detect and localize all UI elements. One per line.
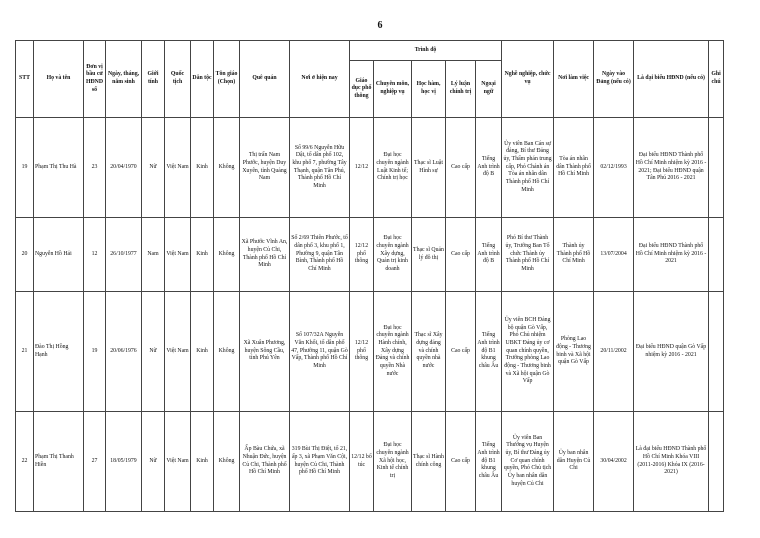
cell-residence: Số 2/69 Thiên Phước, tổ dân phố 3, khu phố 1, Phường 9, quận Tân Bình, Thành phố Hồ Chí Minh: [290, 218, 350, 292]
cell-note: [709, 292, 724, 412]
cell-note: [709, 412, 724, 512]
cell-party-date: 13/07/2004: [594, 218, 634, 292]
cell-delegate: Là đại biểu HĐND Thành phố Hồ Chí Minh Khóa VIII (2011-2016) Khóa IX (2016-2021): [634, 412, 709, 512]
cell-note: [709, 218, 724, 292]
header-language: Ngoại ngữ: [476, 61, 502, 118]
cell-name: Phạm Thị Thu Hà: [34, 118, 84, 218]
cell-dob: 26/10/1977: [106, 218, 142, 292]
cell-stt: 19: [16, 118, 34, 218]
cell-specialty: Đại học chuyên ngành Xã hội học, Kinh tế chính trị: [374, 412, 412, 512]
cell-occupation: Ủy viên Ban Cán sự đảng, Bí thư Đảng ủy, Thẩm phán trung cấp, Phó Chánh án Tòa án nhân dân Thành phố Hồ Chí Minh: [502, 118, 554, 218]
cell-hometown: Xã Xuân Phương, huyện Sông Cầu, tỉnh Phú Yên: [240, 292, 290, 412]
cell-religion: Không: [214, 412, 240, 512]
table-row: [16, 118, 724, 218]
cell-dob: 20/04/1970: [106, 118, 142, 218]
cell-nationality: Việt Nam: [165, 118, 191, 218]
cell-general-edu: 12/12 bổ túc: [350, 412, 374, 512]
cell-political: Cao cấp: [446, 118, 476, 218]
cell-language: Tiếng Anh trình độ B: [476, 118, 502, 218]
cell-religion: Không: [214, 292, 240, 412]
cell-delegate: Đại biểu HĐND quận Gò Vấp nhiệm kỳ 2016 - 2021: [634, 292, 709, 412]
cell-political: Cao cấp: [446, 218, 476, 292]
header-delegate: Là đại biểu HĐND (nếu có): [634, 41, 709, 118]
cell-political: Cao cấp: [446, 292, 476, 412]
cell-residence: Số 107/32A Nguyễn Văn Khối, tổ dân phố 47, Phường 11, quận Gò Vấp, Thành phố Hồ Chí Minh: [290, 292, 350, 412]
cell-unit: 19: [84, 292, 106, 412]
cell-ethnicity: Kinh: [191, 218, 214, 292]
cell-hometown: Ấp Bàu Chứa, xã Nhuận Đức, huyện Củ Chi, Thành phố Hồ Chí Minh: [240, 412, 290, 512]
cell-name: Nguyễn Hồ Hải: [34, 218, 84, 292]
cell-residence: 319 Bùi Thị Điệt, tổ 21, ấp 3, xã Phạm Văn Cội, huyện Củ Chi, Thành phố Hồ Chí Minh: [290, 412, 350, 512]
cell-gender: Nữ: [142, 412, 165, 512]
table-row: [16, 292, 724, 412]
header-unit: Đơn vị bầu cử HĐND số: [84, 41, 106, 118]
header-political: Lý luận chính trị: [446, 61, 476, 118]
cell-party-date: 02/12/1993: [594, 118, 634, 218]
cell-workplace: Ủy ban nhân dân Huyện Củ Chi: [554, 412, 594, 512]
header-nationality: Quốc tịch: [165, 41, 191, 118]
cell-language: Tiếng Anh trình độ B1 khung châu Âu: [476, 412, 502, 512]
header-occupation: Nghề nghiệp, chức vụ: [502, 41, 554, 118]
cell-stt: 22: [16, 412, 34, 512]
cell-general-edu: 12/12 phổ thông: [350, 292, 374, 412]
cell-gender: Nữ: [142, 292, 165, 412]
cell-gender: Nam: [142, 218, 165, 292]
cell-party-date: 20/11/2002: [594, 292, 634, 412]
cell-nationality: Việt Nam: [165, 412, 191, 512]
header-specialty: Chuyên môn, nghiệp vụ: [374, 61, 412, 118]
cell-delegate: Đại biểu HĐND Thành phố Hồ Chí Minh nhiệm kỳ 2016 - 2021; Đại biểu HĐND quận Tân Phú 2016 - 2021: [634, 118, 709, 218]
table-body: [16, 118, 724, 512]
cell-stt: 21: [16, 292, 34, 412]
cell-specialty: Đại học chuyên ngành Hành chính, Xây dựng Đảng và chính quyền Nhà nước: [374, 292, 412, 412]
cell-gender: Nữ: [142, 118, 165, 218]
table-header: [16, 41, 724, 118]
cell-delegate: Đại biểu HĐND Thành phố Hồ Chí Minh nhiệm kỳ 2016 - 2021: [634, 218, 709, 292]
candidate-table: [15, 40, 724, 512]
cell-ethnicity: Kinh: [191, 292, 214, 412]
header-party-date: Ngày vào Đảng (nếu có): [594, 41, 634, 118]
cell-language: Tiếng Anh trình độ B: [476, 218, 502, 292]
header-residence: Nơi ở hiện nay: [290, 41, 350, 118]
cell-occupation: Ủy viên Ban Thường vụ Huyện ủy, Bí thư Đảng ủy Cơ quan chính quyền, Phó Chủ tịch Ủy ban nhân dân huyện Củ Chi: [502, 412, 554, 512]
cell-nationality: Việt Nam: [165, 218, 191, 292]
cell-workplace: Phòng Lao động - Thương binh và Xã hội quận Gò Vấp: [554, 292, 594, 412]
cell-note: [709, 118, 724, 218]
cell-hometown: Thị trấn Nam Phước, huyện Duy Xuyên, tỉnh Quảng Nam: [240, 118, 290, 218]
cell-nationality: Việt Nam: [165, 292, 191, 412]
cell-degree: Thạc sĩ Quản lý đô thị: [412, 218, 446, 292]
cell-workplace: Tòa án nhân dân Thành phố Hồ Chí Minh: [554, 118, 594, 218]
cell-dob: 18/05/1979: [106, 412, 142, 512]
cell-specialty: Đại học chuyên ngành Luật Kinh tế; Chính trị học: [374, 118, 412, 218]
cell-unit: 23: [84, 118, 106, 218]
cell-occupation: Ủy viên BCH Đảng bộ quận Gò Vấp, Phó Chủ nhiệm UBKT Đảng ủy cơ quan chính quyền, Trưởng phòng Lao động - Thương binh và Xã hội quận Gò Vấp: [502, 292, 554, 412]
cell-stt: 20: [16, 218, 34, 292]
header-name: Họ và tên: [34, 41, 84, 118]
header-education-group: Trình độ: [350, 41, 502, 61]
header-degree: Học hàm, học vị: [412, 61, 446, 118]
header-general-edu: Giáo dục phổ thông: [350, 61, 374, 118]
cell-language: Tiếng Anh trình độ B1 khung châu Âu: [476, 292, 502, 412]
header-ethnicity: Dân tộc: [191, 41, 214, 118]
cell-dob: 20/06/1976: [106, 292, 142, 412]
cell-political: Cao cấp: [446, 412, 476, 512]
cell-general-edu: 12/12 phổ thông: [350, 218, 374, 292]
cell-workplace: Thành ủy Thành phố Hồ Chí Minh: [554, 218, 594, 292]
cell-general-edu: 12/12: [350, 118, 374, 218]
cell-name: Đào Thị Hồng Hạnh: [34, 292, 84, 412]
header-dob: Ngày, tháng, năm sinh: [106, 41, 142, 118]
cell-religion: Không: [214, 118, 240, 218]
header-workplace: Nơi làm việc: [554, 41, 594, 118]
table-row: [16, 218, 724, 292]
page-number: 6: [377, 20, 383, 31]
cell-unit: 12: [84, 218, 106, 292]
header-hometown: Quê quán: [240, 41, 290, 118]
header-stt: STT: [16, 41, 34, 118]
cell-degree: Thạc sĩ Hành chính công: [412, 412, 446, 512]
cell-degree: Thạc sĩ Xây dựng đảng và chính quyền nhà nước: [412, 292, 446, 412]
cell-unit: 27: [84, 412, 106, 512]
cell-hometown: Xã Phước Vĩnh An, huyện Củ Chi, Thành phố Hồ Chí Minh: [240, 218, 290, 292]
cell-ethnicity: Kinh: [191, 412, 214, 512]
cell-occupation: Phó Bí thư Thành ủy, Trưởng Ban Tổ chức Thành ủy Thành phố Hồ Chí Minh: [502, 218, 554, 292]
cell-name: Phạm Thị Thanh Hiền: [34, 412, 84, 512]
cell-religion: Không: [214, 218, 240, 292]
cell-residence: Số 99/6 Nguyễn Hữu Dật, tổ dân phố 102, khu phố 7, phường Tây Thạnh, quận Tân Phú, Thành phố Hồ Chí Minh: [290, 118, 350, 218]
header-gender: Giới tính: [142, 41, 165, 118]
header-religion: Tôn giáo (Chọn): [214, 41, 240, 118]
cell-ethnicity: Kinh: [191, 118, 214, 218]
cell-specialty: Đại học chuyên ngành Xây dựng, Quản trị kinh doanh: [374, 218, 412, 292]
table-row: [16, 412, 724, 512]
header-note: Ghi chú: [709, 41, 724, 118]
cell-party-date: 30/04/2002: [594, 412, 634, 512]
cell-degree: Thạc sĩ Luật Hình sự: [412, 118, 446, 218]
